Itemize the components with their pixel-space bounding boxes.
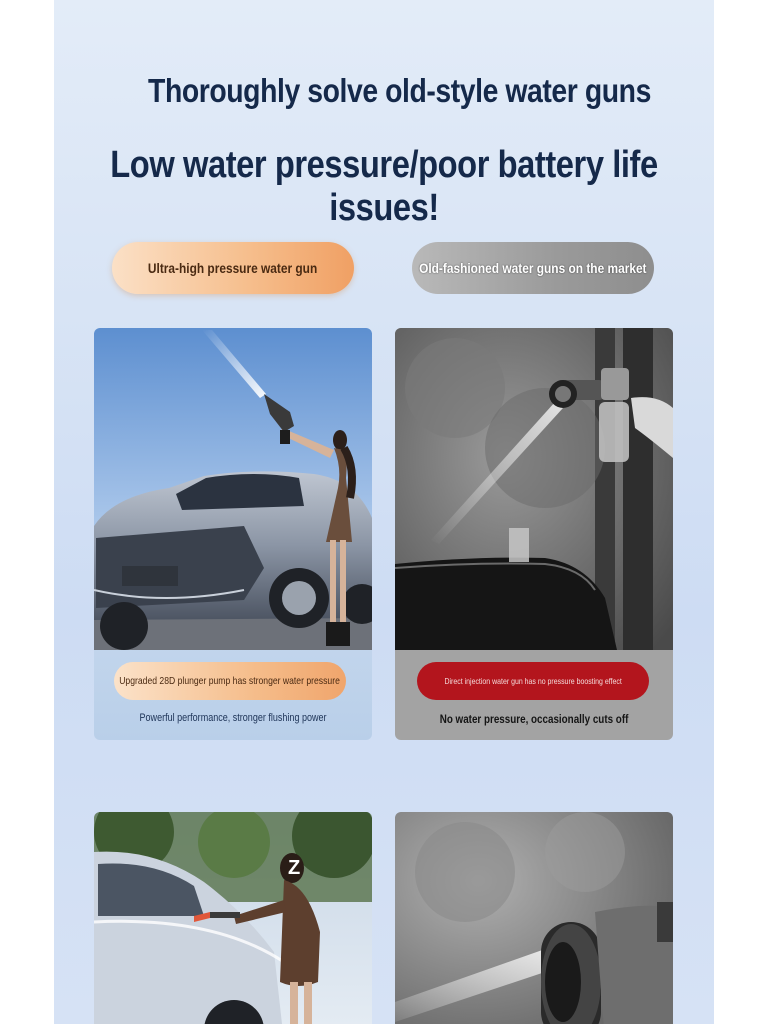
hose-nozzle-photo <box>395 812 673 1024</box>
old-product-caption-text: No water pressure, occasionally cuts off <box>439 712 629 726</box>
new-product-caption <box>94 712 372 724</box>
new-product-header-pill <box>112 242 354 294</box>
new-product-header-label: Ultra-high pressure water gun <box>148 260 318 276</box>
old-product-demo-card <box>395 812 673 1024</box>
woman-washing-suv-photo <box>94 328 372 650</box>
old-product-caption <box>395 712 673 726</box>
new-product-tag <box>114 662 346 700</box>
woman-spraying-car-photo <box>94 812 372 1024</box>
photo-overlay-letter: Z <box>288 857 301 879</box>
new-product-demo-card <box>94 812 372 1024</box>
old-product-header-label: Old-fashioned water guns on the market <box>419 260 647 276</box>
product-comparison-panel <box>54 0 714 1024</box>
new-product-tag-text: Upgraded 28D plunger pump has stronger water pressure <box>119 675 341 687</box>
old-water-gun-photo <box>395 328 673 650</box>
old-product-card <box>395 328 673 740</box>
new-product-caption-text: Powerful performance, stronger flushing power <box>139 712 327 724</box>
old-product-tag <box>417 662 649 700</box>
new-product-card <box>94 328 372 740</box>
old-product-tag-text: Direct injection water gun has no pressure boosting effect <box>444 676 622 686</box>
headline-line-2: Low water pressure/poor battery life issues! <box>110 144 658 229</box>
old-product-header-pill <box>412 242 654 294</box>
headline-line-1: Thoroughly solve old-style water guns <box>148 72 651 109</box>
